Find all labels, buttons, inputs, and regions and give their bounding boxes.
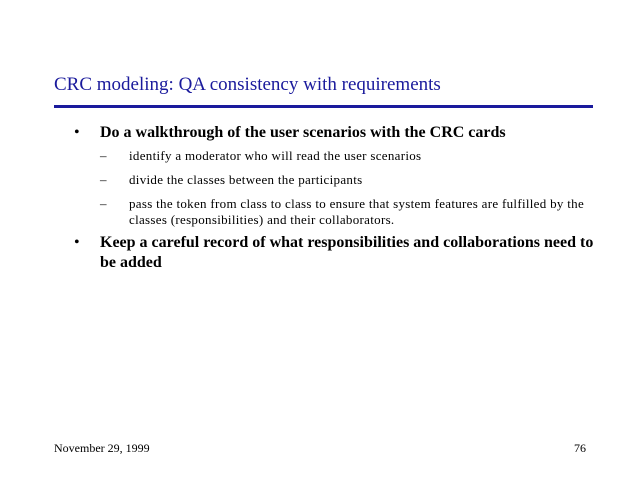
page-number: 76 [574, 441, 586, 455]
sub-bullet-item [100, 196, 604, 228]
bullet-list [74, 123, 604, 275]
sub-bullet-text: divide the classes between the participants [129, 172, 363, 187]
dash-icon: – [100, 196, 107, 211]
bullet-icon: • [74, 234, 80, 251]
title-underline [54, 105, 593, 108]
sub-bullet-text: pass the token from class to class to ensure that system features are fulfilled by the classes (responsibilities) and their collaborators. [129, 196, 585, 227]
bullet-item [74, 123, 604, 228]
bullet-icon: • [74, 124, 80, 141]
slide-title: CRC modeling: QA consistency with requirements [54, 74, 441, 95]
sub-bullet-text: identify a moderator who will read the user scenarios [129, 148, 422, 163]
dash-icon: – [100, 148, 107, 163]
bullet-text: Do a walkthrough of the user scenarios with the CRC cards [100, 124, 506, 141]
footer-date: November 29, 1999 [54, 441, 150, 455]
sub-bullet-item [100, 148, 604, 164]
bullet-item [74, 233, 604, 273]
sub-bullet-item [100, 172, 604, 188]
bullet-text: Keep a careful record of what responsibilities and collaborations need to be added [100, 234, 594, 271]
dash-icon: – [100, 172, 107, 187]
sub-bullet-list [100, 148, 604, 228]
